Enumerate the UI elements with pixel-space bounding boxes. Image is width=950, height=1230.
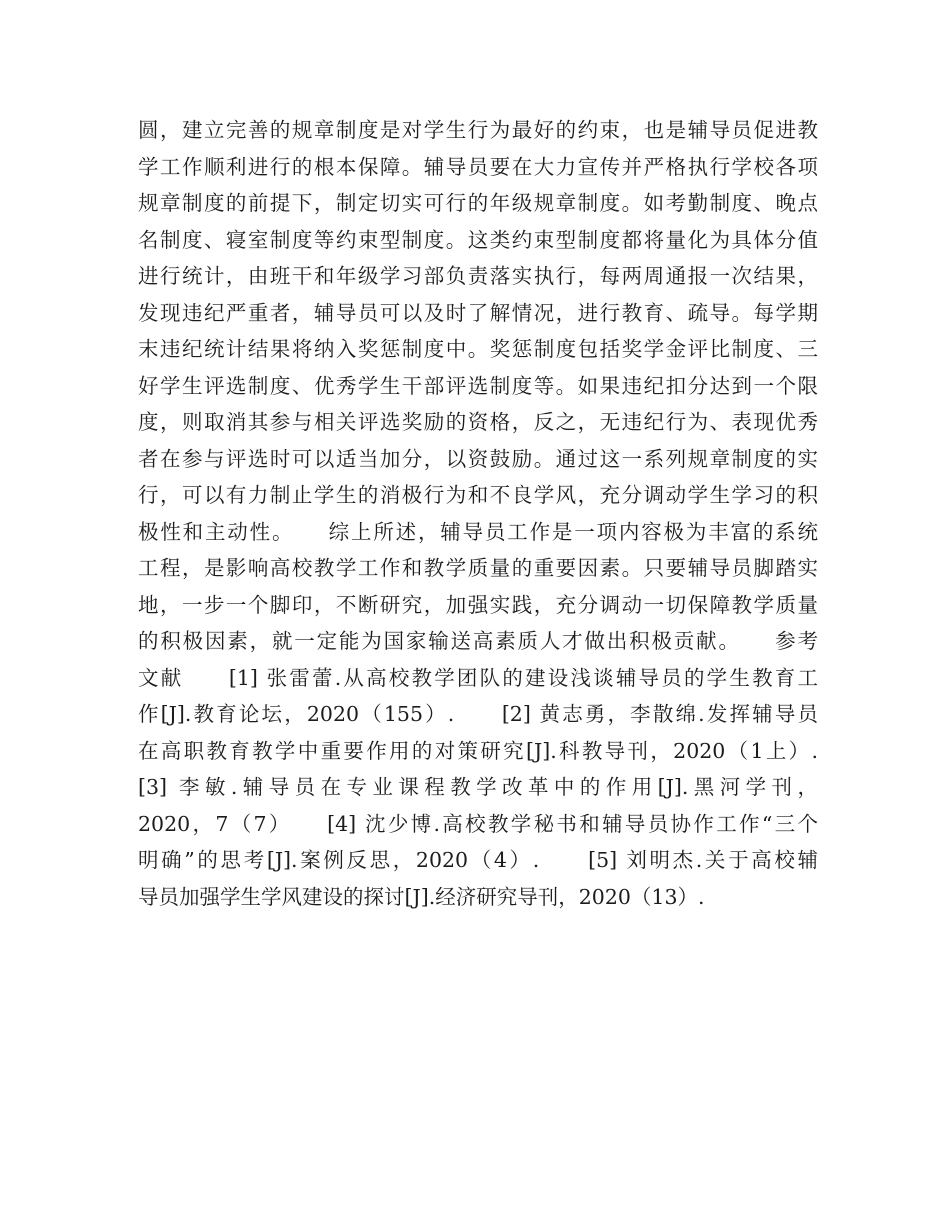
text-line: 学工作顺利进行的根本保障。辅导员要在大力宣传并严格执行学校各项 (138, 154, 818, 179)
text-line: 规章制度的前提下，制定切实可行的年级规章制度。如考勤制度、晚点 (138, 191, 818, 215)
body-text (138, 112, 818, 915)
text-line: 发现违纪严重者，辅导员可以及时了解情况，进行教育、疏导。每学期 (138, 300, 818, 325)
reference-line: 明确”的思考[J].案例反思，2020（4）. [5] 刘明杰.关于高校辅 (138, 848, 818, 872)
text-line: 行，可以有力制止学生的消极行为和不良学风，充分调动学生学习的积 (138, 483, 818, 507)
text-line: 名制度、寝室制度等约束型制度。这类约束型制度都将量化为具体分值 (138, 227, 818, 252)
text-line: 度，则取消其参与相关评选奖励的资格，反之，无违纪行为、表现优秀 (138, 410, 818, 434)
text-line: 地，一步一个脚印，不断研究，加强实践，充分调动一切保障教学质量 (138, 592, 818, 617)
text-line: 的积极因素，就一定能为国家输送高素质人才做出积极贡献。 参考 (138, 629, 818, 653)
text-line: 末违纪统计结果将纳入奖惩制度中。奖惩制度包括奖学金评比制度、三 (138, 337, 818, 361)
text-line: 好学生评选制度、优秀学生干部评选制度等。如果违纪扣分达到一个限 (138, 373, 818, 398)
reference-line: 2020，7（7） [4] 沈少博.高校教学秘书和辅导员协作工作“三个 (138, 811, 818, 836)
text-line: 圆，建立完善的规章制度是对学生行为最好的约束，也是辅导员促进教 (138, 118, 818, 142)
reference-line-last: 导员加强学生学风建设的探讨[J].经济研究导刊，2020（13）. (138, 884, 705, 909)
reference-line: 在高职教育教学中重要作用的对策研究[J].科教导刊，2020（1上）. (138, 738, 818, 763)
text-line: 者在参与评选时可以适当加分，以资鼓励。通过这一系列规章制度的实 (138, 446, 818, 471)
text-line: 工程，是影响高校教学工作和教学质量的重要因素。只要辅导员脚踏实 (138, 556, 818, 580)
reference-line: 作[J].教育论坛，2020（155）. [2] 黄志勇，李散绵.发挥辅导员 (138, 702, 818, 726)
text-line: 进行统计，由班干和年级学习部负责落实执行，每两周通报一次结果， (138, 264, 818, 288)
reference-line: [3] 李敏.辅导员在专业课程教学改革中的作用[J].黑河学刊， (138, 775, 818, 799)
reference-line: 文献 [1] 张雷蕾.从高校教学团队的建设浅谈辅导员的学生教育工 (138, 665, 818, 690)
text-line: 极性和主动性。 综上所述，辅导员工作是一项内容极为丰富的系统 (138, 519, 818, 544)
